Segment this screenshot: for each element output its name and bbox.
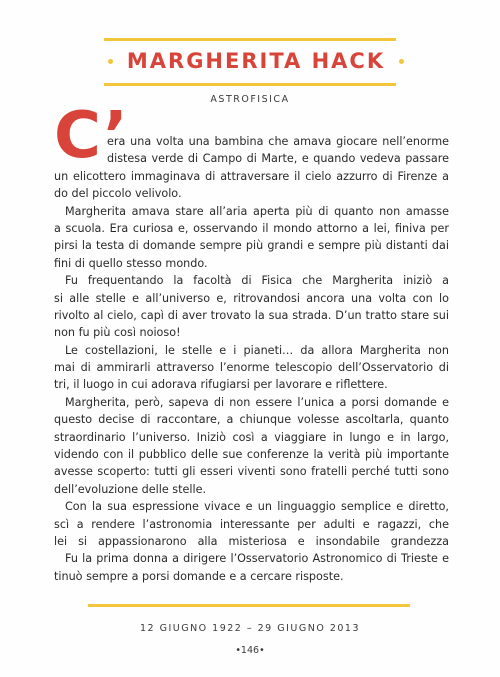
title-block <box>96 44 416 78</box>
page-title: MARGHERITA HACK <box>126 49 386 73</box>
text-line: non fu più così noioso! <box>54 326 181 340</box>
text-line: Margherita, però, sapeva di non essere l’unica a porsi domande e <box>65 395 449 409</box>
drop-cap: C’ <box>54 99 128 173</box>
text-line: Le costellazioni, le stelle e i pianeti… da allora Margherita non <box>65 343 449 357</box>
text-line: fini di quello stesso mondo. <box>54 256 208 270</box>
text-line: rivolto al cielo, capì di aver trovato la sua strada. D’un tratto stare sui <box>54 308 449 322</box>
text-line: mai di ammirarli attraverso l’enorme telescopio dell’Osservatorio di <box>54 361 449 375</box>
text-line: Fu la prima donna a dirigere l’Osservatorio Astronomico di Trieste e <box>65 552 449 566</box>
subtitle: ASTROFISICA <box>210 94 290 105</box>
text-line: pirsi la testa di domande sempre più grandi e sempre più distanti dai <box>54 239 449 253</box>
text-line: scì a rendere l’astronomia interessante per adulti e ragazzi, che <box>54 517 449 531</box>
text-line: un elicottero immaginava di attraversare il cielo azzurro di Firenze a <box>54 169 449 183</box>
text-line: tinuò sempre a porsi domande e a cercare risposte. <box>54 569 344 583</box>
text-line: si alle stelle e all’universo e, ritrovandosi ancora una volta con lo <box>54 291 449 305</box>
text-line: questo decise di raccontare, a chiunque volesse ascoltarla, quanto <box>54 413 449 427</box>
text-line: straordinario l’universo. Iniziò così a viaggiare in lungo e in largo, <box>54 430 449 444</box>
text-line: era una volta una bambina che amava giocare nell’enorme <box>107 135 449 148</box>
footer-rule <box>88 604 410 607</box>
text-line: distesa verde di Campo di Marte, e quando vedeva passare <box>107 152 449 166</box>
title-dot-right <box>399 59 404 64</box>
text-line: lei si appassionarono alla misteriosa e insondabile grandezza <box>54 534 449 548</box>
text-line: Fu frequentando la facoltà di Fisica che Margherita iniziò a <box>65 274 449 288</box>
page-number: •146• <box>235 645 265 656</box>
life-dates: 12 GIUGNO 1922 – 29 GIUGNO 2013 <box>139 623 361 634</box>
title-rule-bottom <box>104 83 396 86</box>
title-rule-top <box>104 38 396 41</box>
text-line: a scuola. Era curiosa e, osservando il mondo attorno a lei, finiva per <box>54 221 449 235</box>
text-line: avesse scoperto: tutti gli esseri viventi sono fratelli perché tutti sono <box>54 465 449 479</box>
text-line: do del piccolo velivolo. <box>54 187 182 201</box>
text-line: tri, il luogo in cui adorava rifugiarsi per lavorare e riflettere. <box>54 378 388 392</box>
text-line: videndo con il pubblico delle sue conferenze la verità più importante <box>54 448 449 462</box>
text-line: dell’evoluzione delle stelle. <box>54 482 207 496</box>
body-text <box>54 133 449 585</box>
title-dot-left <box>108 59 113 64</box>
text-line: Con la sua espressione vivace e un linguaggio semplice e diretto, <box>65 500 449 514</box>
text-line: Margherita amava stare all’aria aperta più di quanto non amasse <box>65 204 449 218</box>
